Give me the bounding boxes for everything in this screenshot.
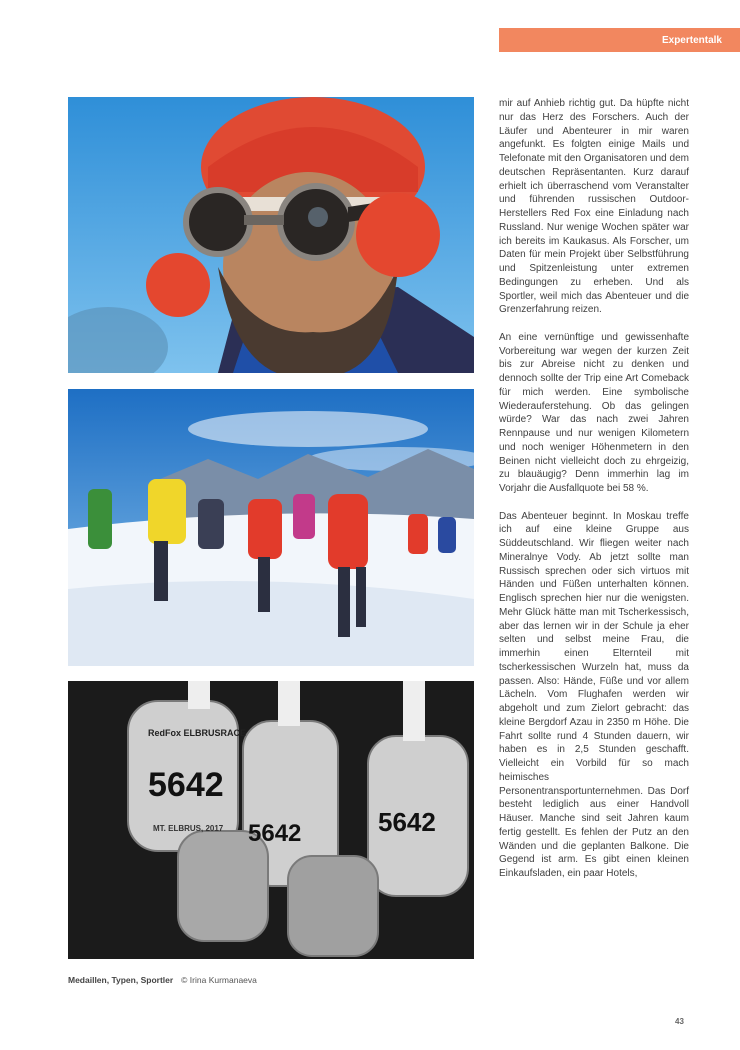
section-tag: Expertentalk <box>499 28 740 52</box>
photo-medals <box>68 681 474 959</box>
medal-event: MT. ELBRUS, 2017 <box>153 824 224 833</box>
medal-brand: RedFox ELBRUSRACE <box>148 728 247 738</box>
medal-number-2: 5642 <box>248 820 302 847</box>
page-number: 43 <box>675 1017 684 1026</box>
photo-bearded-runner <box>68 97 474 373</box>
paragraph: mir auf Anhieb richtig gut. Da hüpfte nicht nur das Herz des Forschers. Auch der Läufer und Abenteurer in mir waren angefunkt. Es folgten einige Mails und Telefonate mit den Organisatoren und dem deutschen Repräsentanten. Kurz darauf erhielt ich überraschend vom Veranstalter und führenden russischen Outdoor-Herstellers Red Fox eine Einladung nach Russland. Nur wenige Wochen später war ich bereits im Kaukasus. Als Forscher, um Daten für mein Projekt über Selbstführung und Spitzenleistung unter extremen Bedingungen zu erheben. Und als Sportler, weil mich das Abenteuer und die Grenzerfahrung reizen. <box>499 98 689 316</box>
caption-label: Medaillen, Typen, Sportler <box>68 975 174 985</box>
medal-number: 5642 <box>148 766 224 804</box>
photo-runners-snow <box>68 389 474 666</box>
photo-caption <box>68 975 257 985</box>
article-text <box>499 97 689 895</box>
medal-number-3: 5642 <box>378 807 436 837</box>
caption-credit: © Irina Kurmanaeva <box>181 975 257 985</box>
paragraph: Das Abenteuer beginnt. In Moskau treffe ich auf eine kleine Gruppe aus Süddeutschland. Wir fliegen weiter nach Mineralnye Vody. Ab jetzt sollte man Russisch sprechen oder sich virtuos mit Händen und Füßen unterhalten können. Englisch sprechen hier nur die wenigsten. Mehr Glück hätte man mit Tscherkessisch, aber das lernen wir in der Schule ja eher selten und selbst meine Frau, die immerhin einen Elternteil mit tscherkessischen Wurzeln hat, muss da passen. Also: Hände, Füße und vor allem Lächeln. Vom Flughafen werden wir abgeholt und zum Zielort gebracht: das kleine Bergdorf Azau in 2350 m Höhe. Die Fahrt sollte rund 4 Stunden dauern, wir haben es in 2,5 Stunden geschafft. Vielleicht ein Vorbild für so mach heimisches Personentransportunternehmen. Das Dorf besteht lediglich aus einer Handvoll Häuser. Manche sind seit Jahren kaum fertig gestellt. Es fehlen der Putz an den Wänden und die geplanten Balkone. Die Gegend ist arm. Es gibt einen kleinen Einkaufsladen, ein paar Hotels, <box>499 510 689 879</box>
paragraph: An eine vernünftige und gewissenhafte Vorbereitung war wegen der kurzen Zeit bis zur Abreise nicht zu denken und dennoch sollte der Trip eine Art Comeback für mich werden. Eine symbolische Wiederauferstehung. Ob das gelingen würde? War das nach zwei Jahren Rennpause und nur wenigen Kilometern und noch weniger Höhenmetern in den Beinen nicht vielleicht doch zu ehrgeizig, zu blauäugig? Denn immerhin lag im Vorjahr die Ausfallquote bei 58 %. <box>499 331 689 494</box>
